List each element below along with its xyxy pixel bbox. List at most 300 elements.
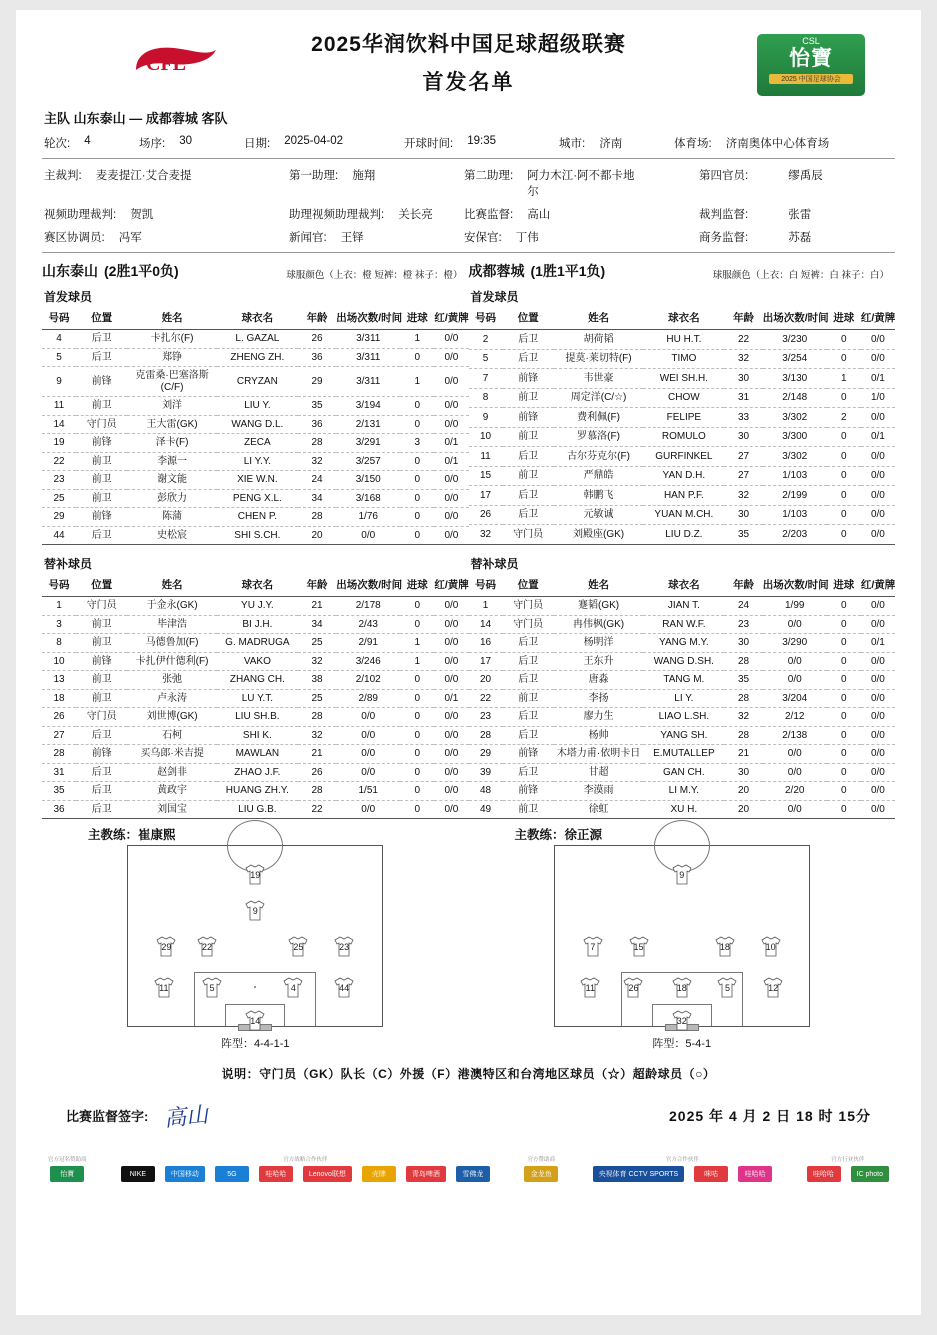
table-cell: 刘国宝 — [127, 800, 217, 819]
team-headers — [42, 261, 895, 281]
table-cell: 0/0 — [434, 782, 468, 801]
table-cell: 前卫 — [76, 397, 127, 416]
signature-mark: 高山 — [163, 1101, 210, 1132]
table-cell: 0 — [400, 348, 434, 367]
table-cell: 22 — [298, 800, 336, 819]
home-coach-name: 崔康熙 — [138, 828, 176, 842]
table-cell: 28 — [42, 745, 76, 764]
table-cell: 3/230 — [763, 330, 827, 350]
table-cell: LI Y. — [643, 689, 724, 708]
table-cell: 郑铮 — [127, 348, 217, 367]
table-cell: 1 — [400, 652, 434, 671]
table-cell: 2/138 — [763, 726, 827, 745]
table-cell: 3/302 — [763, 408, 827, 428]
table-cell: 后卫 — [76, 782, 127, 801]
table-cell: 0/0 — [434, 652, 468, 671]
table-cell: GURFINKEL — [643, 447, 724, 467]
table-cell: LIU Y. — [217, 397, 298, 416]
table-cell: HU H.T. — [643, 330, 724, 350]
away-formation-value: 5-4-1 — [685, 1038, 712, 1050]
meta-var: 视频助理裁判: 贺凯 — [44, 209, 154, 221]
table-cell: 0 — [400, 708, 434, 727]
meta-referee-supervisor: 裁判监督: 张雷 — [699, 209, 812, 221]
table-cell: 3/291 — [336, 434, 400, 453]
table-cell: 0 — [400, 508, 434, 527]
table-cell: 后卫 — [503, 486, 554, 506]
table-cell: 0/0 — [861, 689, 895, 708]
table-cell: 张弛 — [127, 671, 217, 690]
away-kit-colors: 球服颜色（上衣：白 短裤：白 袜子：白） — [712, 270, 889, 281]
table-cell: 0 — [827, 330, 861, 350]
table-cell: 后卫 — [503, 505, 554, 525]
table-cell: JIAN T. — [643, 597, 724, 616]
teams-line: 主队 山东泰山 — 成都蓉城 客队 — [44, 111, 228, 126]
table-cell: 8 — [469, 388, 503, 408]
table-cell: 0 — [400, 489, 434, 508]
table-cell: 11 — [42, 397, 76, 416]
table-cell: 守门员 — [503, 525, 554, 545]
sponsor-group — [593, 1155, 773, 1182]
table-cell: 严鼎皓 — [554, 466, 644, 486]
pitch-shirt-number: 5 — [209, 983, 215, 994]
table-cell: 36 — [42, 800, 76, 819]
home-starters-table — [42, 307, 469, 545]
pitch-shirt — [242, 1010, 268, 1032]
table-cell: LIU G.B. — [217, 800, 298, 819]
table-cell: 20 — [724, 782, 762, 801]
table-cell: 0 — [400, 763, 434, 782]
table-cell: 刘世博(GK) — [127, 708, 217, 727]
home-coach-label: 主教练： — [88, 828, 139, 842]
table-cell: 前卫 — [76, 452, 127, 471]
table-cell: 0/0 — [434, 671, 468, 690]
table-cell: 后卫 — [503, 763, 554, 782]
sponsor-logo: 雪佛龙 — [456, 1166, 490, 1182]
table-header-row: 号码 位置 姓名 球衣名 年龄 出场次数/时间 进球 红/黄牌 — [42, 574, 469, 597]
table-cell: 20 — [298, 526, 336, 545]
table-cell: 9 — [469, 408, 503, 428]
table-cell: 前锋 — [76, 745, 127, 764]
table-cell: 守门员 — [76, 597, 127, 616]
table-row — [469, 388, 896, 408]
meta-referee: 主裁判: 麦麦提江·艾合麦提 — [44, 170, 192, 182]
table-cell: WEI SH.H. — [643, 369, 724, 389]
table-cell: 石柯 — [127, 726, 217, 745]
table-cell: 后卫 — [76, 526, 127, 545]
table-cell: 30 — [724, 505, 762, 525]
table-cell: 15 — [469, 466, 503, 486]
table-cell: 0 — [400, 671, 434, 690]
table-cell: CRYZAN — [217, 367, 298, 397]
table-cell: 徐虹 — [554, 800, 644, 819]
table-cell: 0/0 — [434, 415, 468, 434]
home-subs-label: 替补球员 — [44, 557, 93, 571]
table-cell: 前锋 — [503, 369, 554, 389]
table-cell: 守门员 — [503, 615, 554, 634]
pitch-shirt-number: 18 — [676, 983, 687, 994]
table-cell: 0/0 — [434, 726, 468, 745]
table-cell: 3/254 — [763, 349, 827, 369]
meta-press-officer: 新闻官: 王铎 — [289, 232, 364, 244]
table-cell: 23 — [42, 471, 76, 490]
table-cell: 元敏诚 — [554, 505, 644, 525]
table-cell: 赵剑非 — [127, 763, 217, 782]
table-row — [42, 800, 469, 819]
table-cell: 前卫 — [76, 471, 127, 490]
table-cell: 0 — [827, 466, 861, 486]
sponsor-logo: 青岛啤酒 — [406, 1166, 446, 1182]
meta-date: 日期: 2025-04-02 — [244, 135, 344, 150]
table-cell: 10 — [469, 427, 503, 447]
table-cell: 25 — [42, 489, 76, 508]
home-team-header — [42, 261, 469, 281]
table-cell: 0/0 — [861, 447, 895, 467]
table-row — [42, 415, 469, 434]
table-cell: ZECA — [217, 434, 298, 453]
table-cell: 35 — [298, 397, 336, 416]
table-cell: 3/290 — [763, 634, 827, 653]
table-cell: 后卫 — [76, 800, 127, 819]
table-cell: 0 — [400, 726, 434, 745]
table-cell: 刘殿座(GK) — [554, 525, 644, 545]
table-cell: 30 — [724, 427, 762, 447]
pitch-shirt — [331, 936, 357, 958]
sponsor-logos — [524, 1166, 558, 1182]
table-cell: 26 — [42, 708, 76, 727]
table-cell: TANG M. — [643, 671, 724, 690]
table-cell: 26 — [298, 763, 336, 782]
pitch-shirt-number: 29 — [161, 941, 172, 952]
table-cell: 1/51 — [336, 782, 400, 801]
table-cell: 22 — [724, 330, 762, 350]
table-cell: 0/0 — [434, 330, 468, 349]
pitch-shirt — [199, 977, 225, 999]
table-cell: 3/194 — [336, 397, 400, 416]
table-cell: 35 — [42, 782, 76, 801]
table-cell: 22 — [469, 689, 503, 708]
table-cell: 32 — [724, 486, 762, 506]
home-subs-table — [42, 574, 469, 819]
table-cell: 0/0 — [861, 330, 895, 350]
table-cell: 23 — [724, 615, 762, 634]
away-team-name: 成都蓉城 — [468, 263, 525, 279]
table-cell: 毕津浩 — [127, 615, 217, 634]
table-cell: VAKO — [217, 652, 298, 671]
meta-row-4 — [42, 229, 895, 245]
pitch-shirt — [669, 864, 695, 886]
table-row — [42, 489, 469, 508]
meta-fourth-official: 第四官员: 缪禹辰 — [699, 170, 823, 182]
away-formation-text: 阵型：5-4-1 — [652, 1038, 712, 1050]
table-cell: 0/0 — [434, 615, 468, 634]
pitch-shirt — [626, 936, 652, 958]
table-cell: 4 — [42, 330, 76, 349]
table-row — [469, 634, 896, 653]
table-cell: 0 — [400, 615, 434, 634]
table-cell: 费利佩(F) — [554, 408, 644, 428]
meta-row-2 — [42, 167, 895, 199]
home-team-name: 山东泰山 — [42, 263, 98, 279]
table-cell: 0/0 — [861, 708, 895, 727]
pitch-shirt — [669, 977, 695, 999]
table-cell: 32 — [724, 708, 762, 727]
table-row — [42, 652, 469, 671]
table-row — [42, 689, 469, 708]
table-cell: 0/0 — [861, 726, 895, 745]
table-cell: 0/0 — [434, 745, 468, 764]
table-cell: 5 — [469, 349, 503, 369]
pitch-shirt-number: 9 — [252, 905, 258, 916]
pitch-shirt — [669, 1010, 695, 1032]
csl-logo-main: 怡寶 — [789, 47, 833, 70]
table-cell: 0/0 — [861, 745, 895, 764]
table-cell: 史松宸 — [127, 526, 217, 545]
table-cell: 0/0 — [336, 726, 400, 745]
table-cell: 前卫 — [76, 615, 127, 634]
table-cell: 后卫 — [76, 348, 127, 367]
svg-text:CFL: CFL — [146, 53, 186, 75]
table-cell: 后卫 — [503, 447, 554, 467]
away-pitch — [554, 845, 810, 1027]
meta-avar: 助理视频助理裁判: 关长亮 — [289, 209, 433, 221]
sponsor-logos — [121, 1166, 490, 1182]
table-cell: 16 — [469, 634, 503, 653]
table-cell: 0/0 — [763, 615, 827, 634]
table-cell: 后卫 — [503, 671, 554, 690]
table-cell: LIU SH.B. — [217, 708, 298, 727]
home-starters-label: 首发球员 — [44, 290, 93, 304]
table-cell: 0 — [827, 726, 861, 745]
table-cell: 0/0 — [763, 745, 827, 764]
table-cell: 后卫 — [76, 726, 127, 745]
table-cell: 谢文能 — [127, 471, 217, 490]
table-cell: 0/1 — [434, 434, 468, 453]
table-cell: 1 — [827, 369, 861, 389]
table-cell: 黄政宇 — [127, 782, 217, 801]
away-subs-table — [469, 574, 896, 819]
table-cell: 0/0 — [336, 708, 400, 727]
table-cell: 35 — [724, 671, 762, 690]
table-cell: 后卫 — [503, 708, 554, 727]
csl-sponsor-logo — [757, 34, 865, 96]
title-line-2: 首发名单 — [422, 71, 515, 94]
table-cell: 后卫 — [503, 330, 554, 350]
table-cell: 1/0 — [861, 388, 895, 408]
home-kit-colors: 球服颜色（上衣：橙 短裤：橙 袜子：橙） — [286, 270, 463, 281]
table-cell: 26 — [298, 330, 336, 349]
table-cell: 30 — [724, 369, 762, 389]
table-cell: 前卫 — [503, 427, 554, 447]
meta-security-officer: 安保官: 丁伟 — [464, 232, 539, 244]
table-cell: L. GAZAL — [217, 330, 298, 349]
table-cell: 0/0 — [861, 763, 895, 782]
table-cell: 木塔力甫·依明卡日 — [554, 745, 644, 764]
table-cell: 2/91 — [336, 634, 400, 653]
away-team-header — [469, 261, 896, 281]
table-cell: 11 — [469, 447, 503, 467]
table-cell: YUAN M.CH. — [643, 505, 724, 525]
table-cell: CHEN P. — [217, 508, 298, 527]
table-cell: LIU D.Z. — [643, 525, 724, 545]
pitch-shirt-number: 9 — [679, 869, 685, 880]
match-meta — [42, 108, 895, 253]
table-cell: 后卫 — [503, 726, 554, 745]
table-cell: 0/0 — [861, 525, 895, 545]
table-cell: XU H. — [643, 800, 724, 819]
table-cell: 3/311 — [336, 367, 400, 397]
table-cell: 31 — [724, 388, 762, 408]
table-cell: 后卫 — [76, 763, 127, 782]
table-cell: LIAO L.SH. — [643, 708, 724, 727]
pitch-shirt-number: 22 — [201, 941, 212, 952]
pitch-shirt — [760, 977, 786, 999]
table-cell: 卡扎尔(F) — [127, 330, 217, 349]
table-cell: GAN CH. — [643, 763, 724, 782]
table-cell: SHI S.CH. — [217, 526, 298, 545]
meta-match-commissioner: 比赛监督: 高山 — [464, 209, 551, 221]
table-cell: WANG D.L. — [217, 415, 298, 434]
table-cell: XIE W.N. — [217, 471, 298, 490]
table-cell: 卢永涛 — [127, 689, 217, 708]
home-pitch — [127, 845, 383, 1027]
table-cell: E.MUTALLEP — [643, 745, 724, 764]
table-cell: 0/0 — [434, 800, 468, 819]
table-cell: TIMO — [643, 349, 724, 369]
table-cell: 28 — [298, 782, 336, 801]
table-cell: 25 — [298, 689, 336, 708]
pitch-shirt — [580, 936, 606, 958]
table-cell: 0/0 — [763, 652, 827, 671]
starters-section-labels — [42, 288, 895, 305]
table-cell: 1/99 — [763, 597, 827, 616]
table-cell: 0 — [827, 652, 861, 671]
table-row — [469, 505, 896, 525]
table-cell: 前锋 — [503, 408, 554, 428]
table-cell: 8 — [42, 634, 76, 653]
table-row — [42, 634, 469, 653]
sponsor-caption: 官方合作伙伴 — [665, 1157, 699, 1163]
sponsor-logo: 中国移动 — [165, 1166, 205, 1182]
table-cell: 0 — [827, 671, 861, 690]
away-formation-wrap — [469, 845, 896, 1051]
table-cell: WANG D.SH. — [643, 652, 724, 671]
csl-logo-top: CSL — [802, 36, 820, 46]
table-row — [469, 466, 896, 486]
home-formation-value: 4-4-1-1 — [254, 1038, 290, 1050]
away-starters-label: 首发球员 — [470, 290, 519, 304]
table-cell: ZHENG ZH. — [217, 348, 298, 367]
table-cell: 前锋 — [76, 434, 127, 453]
table-cell: 2/43 — [336, 615, 400, 634]
table-cell: 33 — [724, 408, 762, 428]
table-cell: LU Y.T. — [217, 689, 298, 708]
table-cell: 21 — [298, 597, 336, 616]
table-cell: 24 — [724, 597, 762, 616]
table-cell: 0 — [827, 708, 861, 727]
table-cell: 0/0 — [336, 763, 400, 782]
table-cell: 前卫 — [76, 671, 127, 690]
table-cell: 13 — [42, 671, 76, 690]
meta-assistant-1: 第一助理: 施翔 — [289, 170, 376, 182]
table-cell: 前锋 — [76, 508, 127, 527]
title-line-1: 2025华润饮料中国足球超级联赛 — [311, 33, 626, 56]
table-cell: 韦世豪 — [554, 369, 644, 389]
table-row — [469, 708, 896, 727]
table-cell: 27 — [42, 726, 76, 745]
table-header-row: 号码 位置 姓名 球衣名 年龄 出场次数/时间 进球 红/黄牌 — [469, 307, 896, 330]
table-cell: RAN W.F. — [643, 615, 724, 634]
table-row — [469, 369, 896, 389]
table-cell: 29 — [42, 508, 76, 527]
table-cell: 30 — [724, 763, 762, 782]
table-cell: 0/1 — [861, 369, 895, 389]
table-row — [469, 671, 896, 690]
table-cell: 2 — [827, 408, 861, 428]
away-team-record: (1胜1平1负) — [530, 263, 606, 279]
pitch-shirt — [577, 977, 603, 999]
table-cell: 李漠雨 — [554, 782, 644, 801]
subs-tables — [42, 574, 895, 819]
table-cell: 2/12 — [763, 708, 827, 727]
table-cell: 32 — [298, 452, 336, 471]
table-cell: ZHAO J.F. — [217, 763, 298, 782]
legend-note: 说明：守门员（GK）队长（C）外援（F）港澳特区和台湾地区球员（☆）超龄球员（○） — [221, 1067, 716, 1081]
table-cell: 0/0 — [763, 763, 827, 782]
table-cell: 0/0 — [434, 597, 468, 616]
table-cell: 20 — [724, 800, 762, 819]
table-cell: 32 — [469, 525, 503, 545]
table-cell: FELIPE — [643, 408, 724, 428]
meta-city: 城市: 济南 — [559, 138, 623, 150]
pitch-shirt — [153, 936, 179, 958]
table-cell: 卡扎伊什德利(F) — [127, 652, 217, 671]
table-cell: 0/0 — [434, 508, 468, 527]
table-cell: 23 — [469, 708, 503, 727]
table-cell: 29 — [298, 367, 336, 397]
table-cell: 26 — [469, 505, 503, 525]
pitch-shirt — [151, 977, 177, 999]
home-starters-body — [42, 330, 469, 545]
table-cell: 35 — [724, 525, 762, 545]
table-cell: 2/199 — [763, 486, 827, 506]
table-row — [469, 800, 896, 819]
table-cell: 21 — [724, 745, 762, 764]
table-row — [42, 671, 469, 690]
table-cell: 冉伟枫(GK) — [554, 615, 644, 634]
pitch-shirt — [620, 977, 646, 999]
table-row — [42, 348, 469, 367]
pitch-shirt-number: 32 — [676, 1015, 687, 1026]
table-row — [469, 330, 896, 350]
meta-stadium: 体育场: 济南奥体中心体育场 — [674, 138, 830, 150]
table-cell: 古尔芬克尔(F) — [554, 447, 644, 467]
table-cell: 守门员 — [76, 708, 127, 727]
table-cell: 28 — [469, 726, 503, 745]
coaches-row — [42, 825, 895, 843]
meta-round: 轮次: 4 — [44, 135, 91, 150]
table-cell: 0 — [827, 486, 861, 506]
table-row — [469, 782, 896, 801]
table-cell: 胡荷韬 — [554, 330, 644, 350]
table-cell: 32 — [724, 349, 762, 369]
table-cell: 49 — [469, 800, 503, 819]
table-row — [469, 615, 896, 634]
sponsor-logo: 5G — [215, 1166, 249, 1182]
table-cell: 27 — [724, 447, 762, 467]
signature-label: 比赛监督签字: — [66, 1109, 149, 1124]
table-cell: 5 — [42, 348, 76, 367]
table-row — [42, 726, 469, 745]
